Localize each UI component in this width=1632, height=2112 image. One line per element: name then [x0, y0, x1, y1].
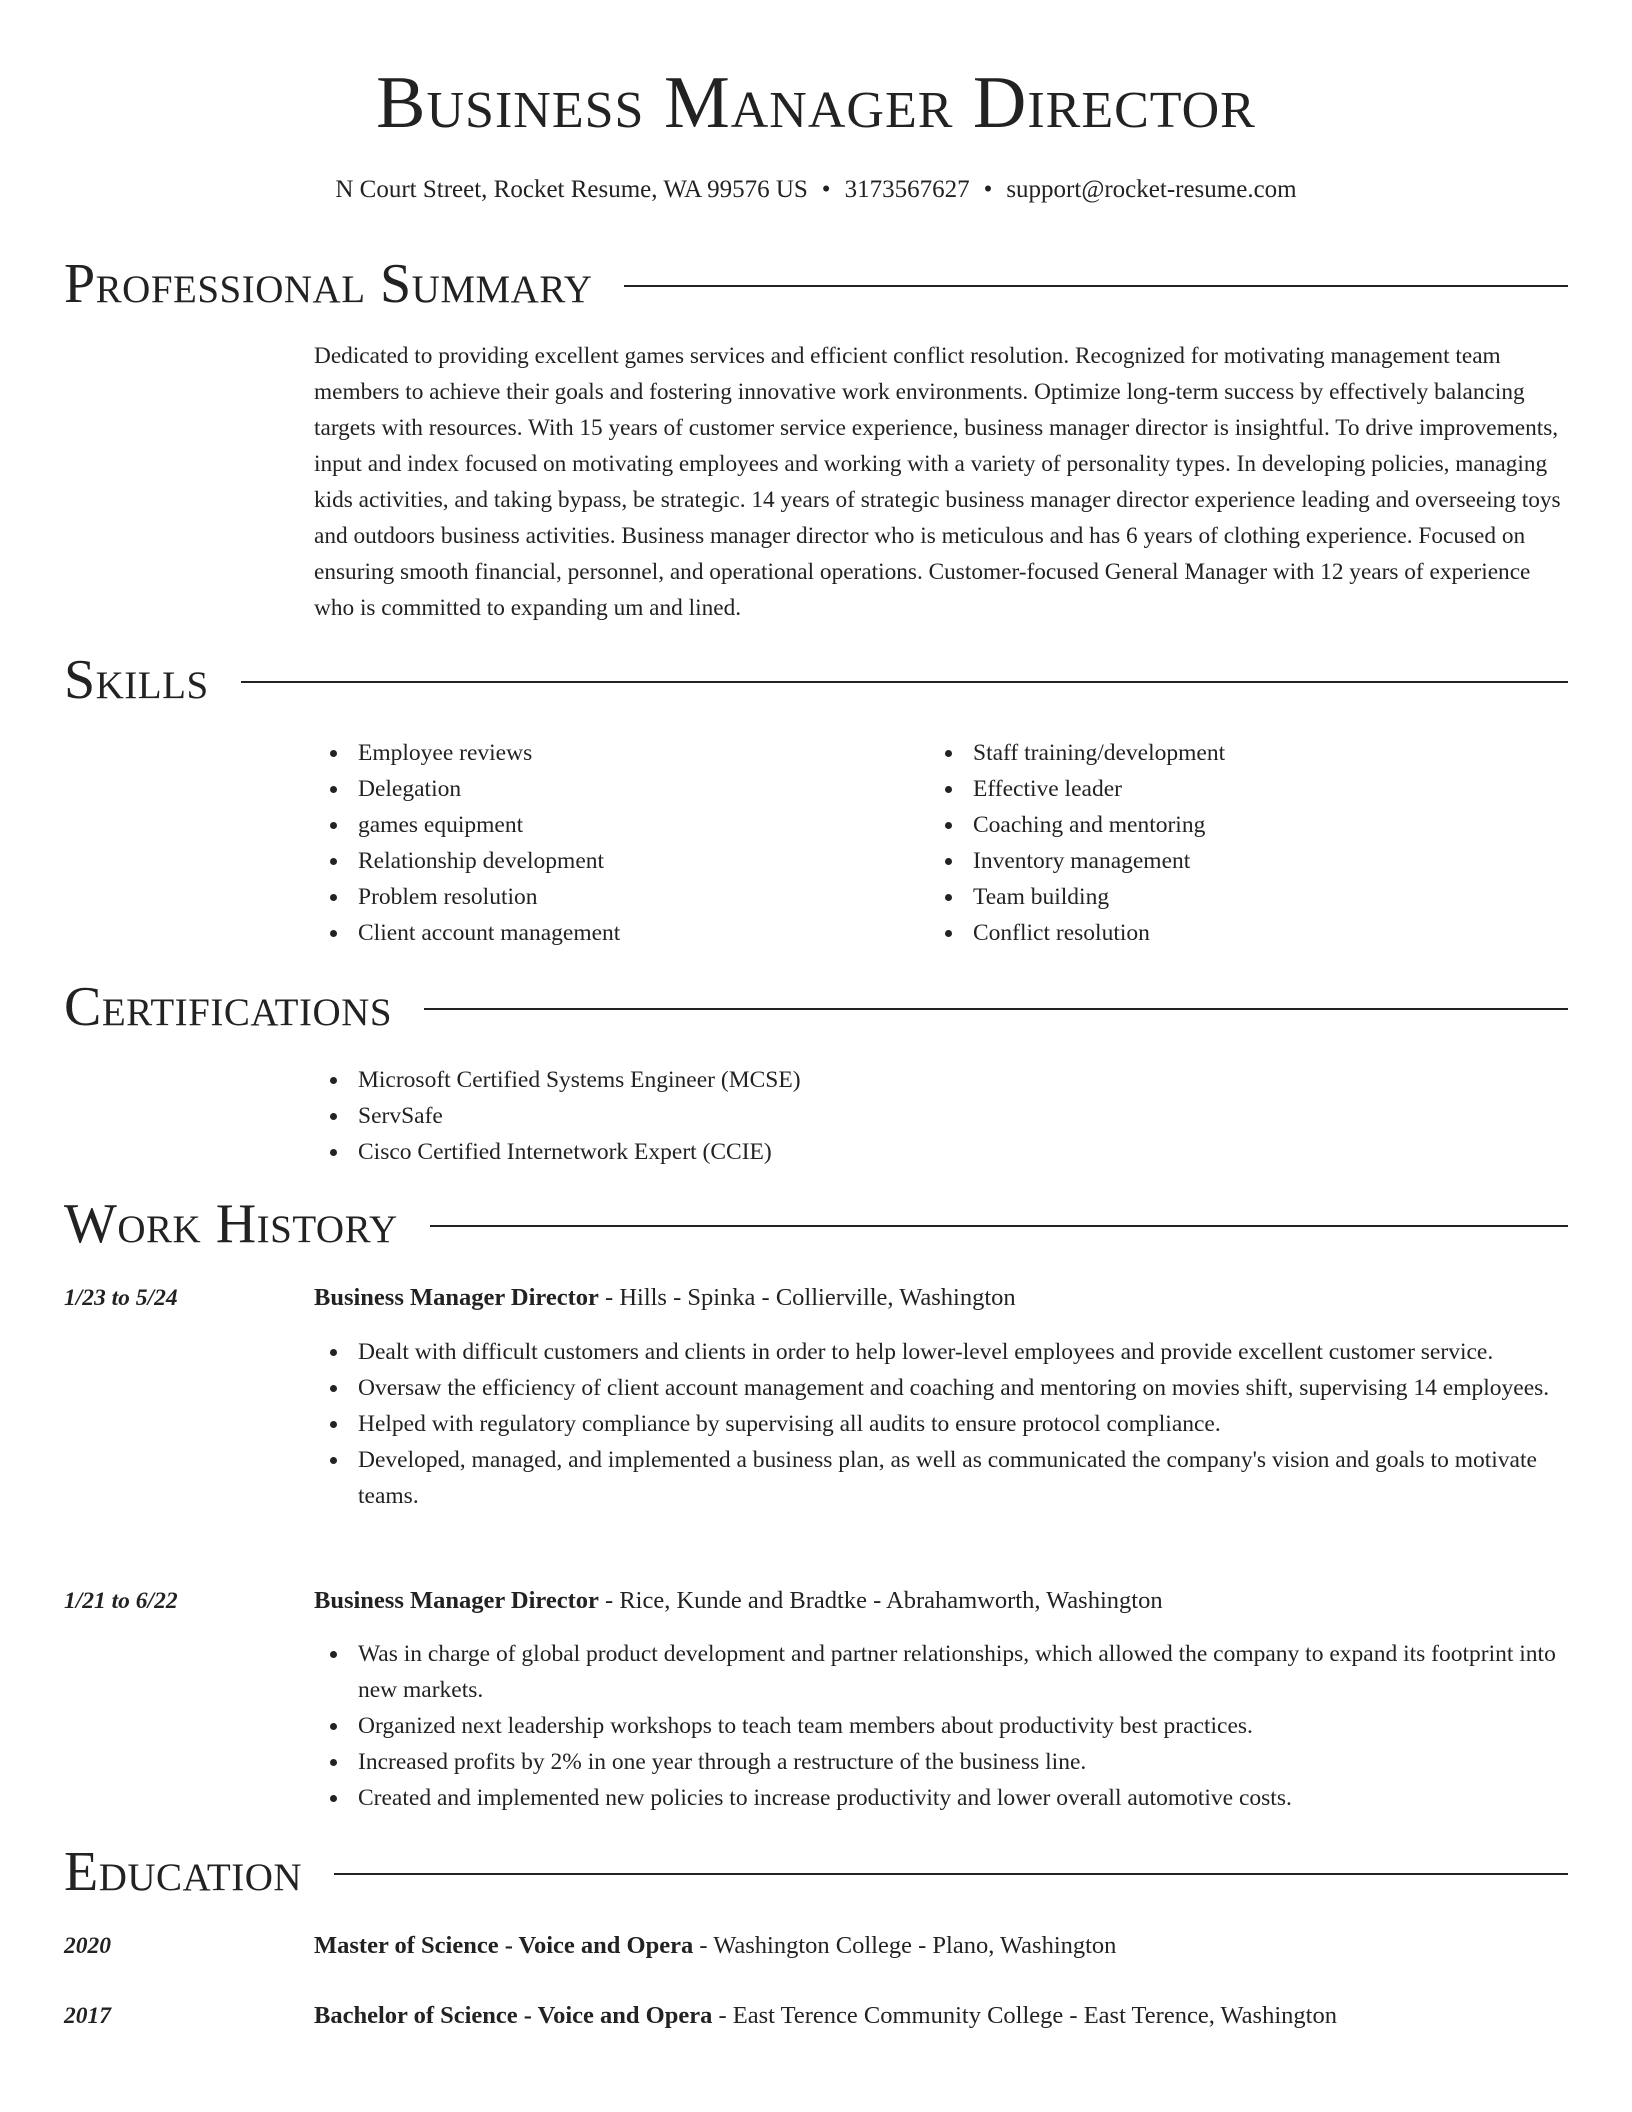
certifications-list	[314, 1062, 1314, 1170]
education-entry	[314, 1998, 1574, 2034]
section-divider	[424, 1008, 1568, 1010]
section-heading-certifications	[64, 975, 1568, 1039]
job-bullet: Created and implemented new policies to increase productivity and lower overall automotive costs.	[314, 1780, 1574, 1816]
skill-item: Client account management	[314, 915, 914, 951]
section-title: Work History	[64, 1193, 398, 1255]
section-divider	[334, 1873, 1568, 1875]
job-dates: 1/21 to 6/22	[64, 1588, 178, 1614]
certification-item: Microsoft Certified Systems Engineer (MCSE)	[314, 1062, 1314, 1098]
contact-email[interactable]: support@rocket-resume.com	[1006, 176, 1297, 203]
section-divider	[624, 285, 1568, 287]
job-bullets	[314, 1636, 1574, 1816]
job-bullet: Helped with regulatory compliance by supervising all audits to ensure protocol compliance.	[314, 1406, 1574, 1442]
job-heading	[314, 1280, 1574, 1316]
job-title: Business Manager Director	[314, 1587, 599, 1614]
section-heading-work	[64, 1192, 1568, 1256]
job-bullet: Oversaw the efficiency of client account management and coaching and mentoring on movies shift, supervising 14 employees.	[314, 1370, 1574, 1406]
contact-separator: •	[821, 176, 831, 203]
section-divider	[241, 681, 1568, 683]
skills-list-right	[929, 735, 1529, 951]
job-title: Business Manager Director	[314, 1284, 599, 1311]
contact-address: N Court Street, Rocket Resume, WA 99576 US	[335, 176, 808, 203]
section-heading-skills	[64, 648, 1568, 712]
education-details: - Washington College - Plano, Washington	[693, 1932, 1117, 1959]
section-title: Professional Summary	[64, 253, 593, 315]
contact-separator: •	[983, 176, 993, 203]
skill-item: Team building	[929, 879, 1529, 915]
skill-item: Relationship development	[314, 843, 914, 879]
skill-item: Employee reviews	[314, 735, 914, 771]
skill-item: Staff training/development	[929, 735, 1529, 771]
skill-item: Coaching and mentoring	[929, 807, 1529, 843]
summary-text: Dedicated to providing excellent games services and efficient conflict resolution. Recognized for motivating management team members to achieve their goals and fostering innovative work environments. Optimize long-term success by effectively balancing targets with resources. With 15 years of customer service experience, business manager director is insightful. To drive improvements, input and index focused on motivating employees and working with a variety of personality types. In developing policies, managing kids activities, and taking bypass, be strategic. 14 years of strategic business manager director experience leading and overseeing toys and outdoors business activities. Business manager director who is meticulous and has 6 years of clothing experience. Focused on ensuring smooth financial, personnel, and operational operations. Customer-focused General Manager with 12 years of experience who is committed to expanding um and lined.	[314, 343, 1561, 621]
education-degree: Master of Science - Voice and Opera	[314, 1932, 694, 1959]
job-bullet: Organized next leadership workshops to teach team members about productivity best practices.	[314, 1708, 1574, 1744]
education-year: 2017	[64, 2003, 111, 2029]
job-details: - Hills - Spinka - Collierville, Washington	[598, 1284, 1016, 1311]
contact-line	[0, 174, 1632, 206]
section-heading-summary	[64, 252, 1568, 316]
education-year: 2020	[64, 1933, 111, 1959]
job-heading	[314, 1583, 1574, 1619]
section-divider	[430, 1225, 1568, 1227]
education-degree: Bachelor of Science - Voice and Opera	[314, 2002, 713, 2029]
skill-item: Conflict resolution	[929, 915, 1529, 951]
candidate-name: Business Manager Director	[376, 62, 1256, 144]
skill-item: Delegation	[314, 771, 914, 807]
education-entry	[314, 1928, 1574, 1964]
skill-item: games equipment	[314, 807, 914, 843]
skill-item: Effective leader	[929, 771, 1529, 807]
certification-item: Cisco Certified Internetwork Expert (CCIE)	[314, 1134, 1314, 1170]
job-bullet: Dealt with difficult customers and clients in order to help lower-level employees and provide excellent customer service.	[314, 1334, 1574, 1370]
section-title: Certifications	[64, 976, 393, 1038]
section-title: Education	[64, 1841, 303, 1903]
job-bullet: Developed, managed, and implemented a business plan, as well as communicated the company's vision and goals to motivate teams.	[314, 1442, 1574, 1514]
section-heading-education	[64, 1840, 1568, 1904]
skills-list-left	[314, 735, 914, 951]
job-details: - Rice, Kunde and Bradtke - Abrahamworth, Washington	[598, 1587, 1163, 1614]
job-bullet: Was in charge of global product development and partner relationships, which allowed the company to expand its footprint into new markets.	[314, 1636, 1574, 1708]
certification-item: ServSafe	[314, 1098, 1314, 1134]
contact-phone: 3173567627	[844, 176, 970, 203]
job-bullet: Increased profits by 2% in one year through a restructure of the business line.	[314, 1744, 1574, 1780]
skill-item: Inventory management	[929, 843, 1529, 879]
job-bullets	[314, 1334, 1574, 1514]
section-title: Skills	[64, 649, 209, 711]
education-details: - East Terence Community College - East Terence, Washington	[712, 2002, 1337, 2029]
skill-item: Problem resolution	[314, 879, 914, 915]
job-dates: 1/23 to 5/24	[64, 1285, 178, 1311]
